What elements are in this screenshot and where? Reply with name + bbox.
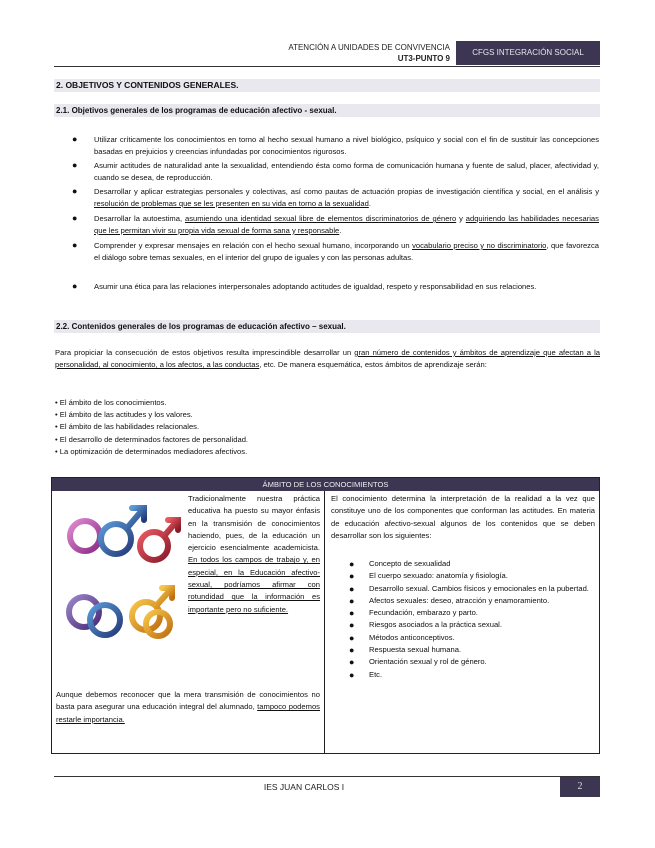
male-symbol-icon — [140, 520, 178, 560]
intro-paragraph: Para propiciar la consecución de estos objetivos resulta imprescindible desarrollar un gran número de contenidos y ámbitos de aprendizaje que afectan a la personalidad, al conocimiento, a los afectos, a las conductas, etc. De manera esquemática, estos ámbitos de aprendizaje serán: — [55, 348, 600, 369]
section-2-2-title: 2.2. Contenidos generales de los programas de educación afectivo – sexual. — [56, 322, 346, 331]
list-item: • La optimización de determinados mediadores afectivos. — [55, 446, 248, 456]
knowledge-table — [51, 477, 600, 754]
header-module-title: ATENCIÓN A UNIDADES DE CONVIVENCIA — [288, 43, 450, 52]
list-item: ● Asumir actitudes de naturalidad ante la sexualidad, entendiendo ésta como forma de comunicación humana y fuente de salud, placer, afectividad y, cuando se desea, de reproducción. — [72, 160, 599, 182]
page-number: 2 — [560, 777, 600, 797]
female-symbol-icon — [90, 605, 120, 664]
knowledge-content-list — [349, 558, 596, 681]
female-symbol-icon — [70, 521, 100, 576]
footer-school: IES JUAN CARLOS I — [263, 782, 345, 792]
header-divider — [54, 66, 600, 67]
list-item: ● Concepto de sexualidad — [349, 559, 451, 569]
list-item: ● Afectos sexuales: deseo, atracción y enamoramiento. — [349, 595, 550, 606]
list-item: ● Desarrollar y aplicar estrategias personales y colectivas, así como pautas de actuación propias de investigación científica y social, en el análisis y resolución de problemas que se les presenten en su vida en torno a la sexualidad. — [72, 186, 599, 208]
list-item: • El ámbito de las actitudes y los valores. — [55, 410, 193, 420]
list-item: ● Respuesta sexual humana. — [349, 645, 462, 656]
list-item: ● Fecundación, embarazo y parto. — [349, 608, 478, 619]
list-item: ● Comprender y expresar mensajes en relación con el hecho sexual humano, incorporando un vocabulario preciso y no discriminatorio, que favorezca el diálogo sobre temas sexuales, en el interior del grupo de iguales y con las personas adultas. — [72, 240, 599, 262]
header-unit: UT3-PUNTO 9 — [397, 54, 450, 63]
male-symbol-icon — [132, 588, 172, 636]
list-item: ● Desarrollar la autoestima, asumiendo una identidad sexual libre de elementos discriminatorios de género y adquiriendo las habilidades necesarias que les permitan vivir su propia vida sexual de forma sana y responsable. — [72, 213, 599, 235]
table-column-divider — [324, 491, 325, 753]
header-badge: CFGS INTEGRACIÓN SOCIAL — [456, 41, 600, 65]
list-item: • El desarrollo de determinados factores de personalidad. — [55, 434, 249, 444]
table-header: ÁMBITO DE LOS CONOCIMIENTOS — [52, 478, 599, 491]
list-item: • El ámbito de las habilidades relacionales. — [55, 422, 200, 432]
list-item: ● Métodos anticonceptivos. — [349, 632, 455, 643]
section-2-1-title: 2.1. Objetivos generales de los programas de educación afectivo - sexual. — [56, 106, 337, 115]
learning-areas-list — [55, 397, 248, 458]
list-item: ● Desarrollo sexual. Cambios físicos y emocionales en la pubertad. — [349, 583, 589, 594]
column-a-closing-text: Aunque debemos reconocer que la mera transmisión de conocimientos no basta para asegurar una educación integral del alumnado, tampoco podemos restarle importancia. — [56, 690, 320, 724]
list-item: ● Asumir una ética para las relaciones interpersonales adoptando actitudes de igualdad, respeto y responsabilidad en sus relaciones. — [72, 281, 537, 291]
section-2-title: 2. OBJETIVOS Y CONTENIDOS GENERALES. — [56, 80, 239, 90]
list-item: ● Utilizar críticamente los conocimientos en torno al hecho sexual humano a nivel biológico, psíquico y social con el fin de sustituir las concepciones basadas en prejuicios y creencias infundadas por conocimientos rigurosos. — [72, 134, 599, 156]
gender-symbols-image — [58, 494, 184, 672]
list-item: ● Orientación sexual y rol de género. — [349, 657, 487, 668]
list-item: ● Riesgos asociados a la práctica sexual. — [349, 620, 502, 631]
column-b-intro: El conocimiento determina la interpretación de la realidad a la vez que constituye uno de los componentes que conforman las actitudes. En materia de educación afectivo-sexual algunos de los contenidos que se deben desarrollar son los siguientes: — [331, 494, 595, 540]
column-a-text: Tradicionalmente nuestra práctica educativa ha puesto su mayor énfasis en la transmisión de conocimientos haciendo, pues, de la educación un ejercicio esencialmente academicista. En todos los campos de trabajo y, en especial, en la Educación afectivo-sexual, podríamos afirmar con rotundidad que la información es importante pero no suficiente. — [188, 494, 320, 614]
list-item: ● El cuerpo sexuado: anatomía y fisiología. — [349, 571, 508, 582]
header-titles — [200, 42, 450, 64]
footer-divider — [54, 776, 600, 777]
list-item: • El ámbito de los conocimientos. — [55, 398, 167, 407]
list-item: ● Etc. — [349, 669, 383, 680]
